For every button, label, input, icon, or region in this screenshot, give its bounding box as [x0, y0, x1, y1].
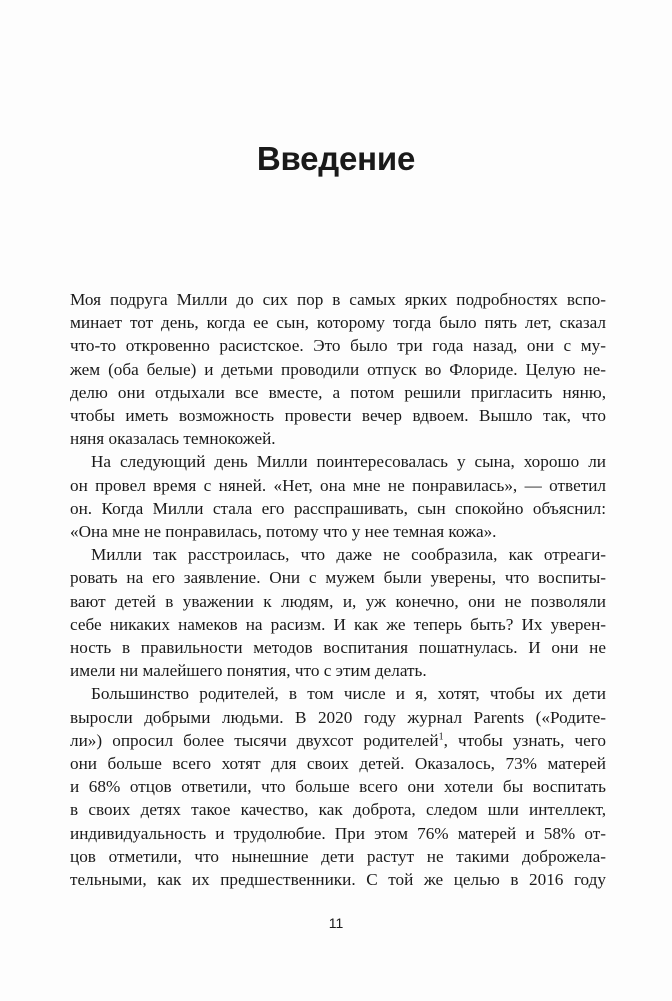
- paragraph-3: [70, 543, 606, 682]
- text-line: тельными, как их предшественники. С той же целью в 2016 году: [70, 870, 606, 890]
- text-line: ность в правильности методов воспитания пошатнулась. И они не: [70, 638, 606, 658]
- paragraph-4: [70, 682, 606, 891]
- text-line: жем (оба белые) и детьми проводили отпуск во Флориде. Целую не-: [70, 359, 606, 379]
- text-line: ровать на его заявление. Они с мужем были уверены, что воспиты-: [70, 568, 606, 588]
- paragraph-2: [70, 450, 606, 543]
- text-line: Моя подруга Милли до сих пор в самых ярких подробностях вспо-: [70, 290, 606, 309]
- text-line: На следующий день Милли поинтересовалась у сына, хорошо ли: [91, 452, 606, 472]
- text-line: он провел время с няней. «Нет, она мне не понравилась», — ответил: [70, 475, 606, 495]
- text-line: чтобы иметь возможность провести вечер вдвоем. Вышло так, что: [70, 406, 606, 426]
- text-line: индивидуальность и трудолюбие. При этом 76% матерей и 58% от-: [70, 823, 606, 843]
- text-line: Милли так расстроилась, что даже не сообразила, как отреаги-: [91, 545, 606, 565]
- text-line: имели ни малейшего понятия, что с этим делать.: [70, 661, 427, 681]
- text-line: что-то откровенно расистское. Это было три года назад, они с му-: [70, 336, 606, 356]
- text-line: минает тот день, когда ее сын, которому тогда было пять лет, сказал: [70, 313, 606, 333]
- text-line: они больше всего хотят для своих детей. Оказалось, 73% матерей: [70, 754, 606, 774]
- text-line: в своих детях такое качество, как доброта, следом шли интеллект,: [70, 800, 606, 820]
- text-line: он. Когда Милли стала его расспрашивать, сын спокойно объяснил:: [70, 498, 606, 518]
- chapter-title: Введение: [256, 140, 416, 177]
- text-line: делю они отдыхали все вместе, а потом решили пригласить няню,: [70, 382, 606, 402]
- paragraph-1: [70, 288, 606, 450]
- footnote-marker[interactable]: 1: [438, 731, 444, 743]
- text-line-with-footnote: [70, 729, 606, 752]
- text-line: и 68% отцов ответили, что больше всего они хотели бы воспитать: [70, 777, 606, 797]
- text-line: Большинство родителей, в том числе и я, хотят, чтобы их дети: [91, 684, 606, 704]
- body-text: [70, 288, 606, 891]
- text-line: выросли добрыми людьми. В 2020 году журнал Parents («Родите-: [70, 707, 606, 727]
- page-number: 11: [328, 915, 344, 931]
- text-line: «Она мне не понравилась, потому что у нее темная кожа».: [70, 522, 497, 542]
- text-fragment: ли») опросил более тысячи двухсот родителей: [70, 730, 439, 750]
- text-fragment: , чтобы узнать, чего: [443, 730, 606, 750]
- text-line: себе никаких намеков на расизм. И как же теперь быть? Их уверен-: [70, 614, 606, 634]
- text-line: вают детей в уважении к людям, и, уж конечно, они не позволяли: [70, 591, 606, 611]
- text-line: цов отметили, что нынешние дети растут не такими доброжела-: [70, 846, 606, 866]
- text-line: няня оказалась темнокожей.: [70, 429, 276, 449]
